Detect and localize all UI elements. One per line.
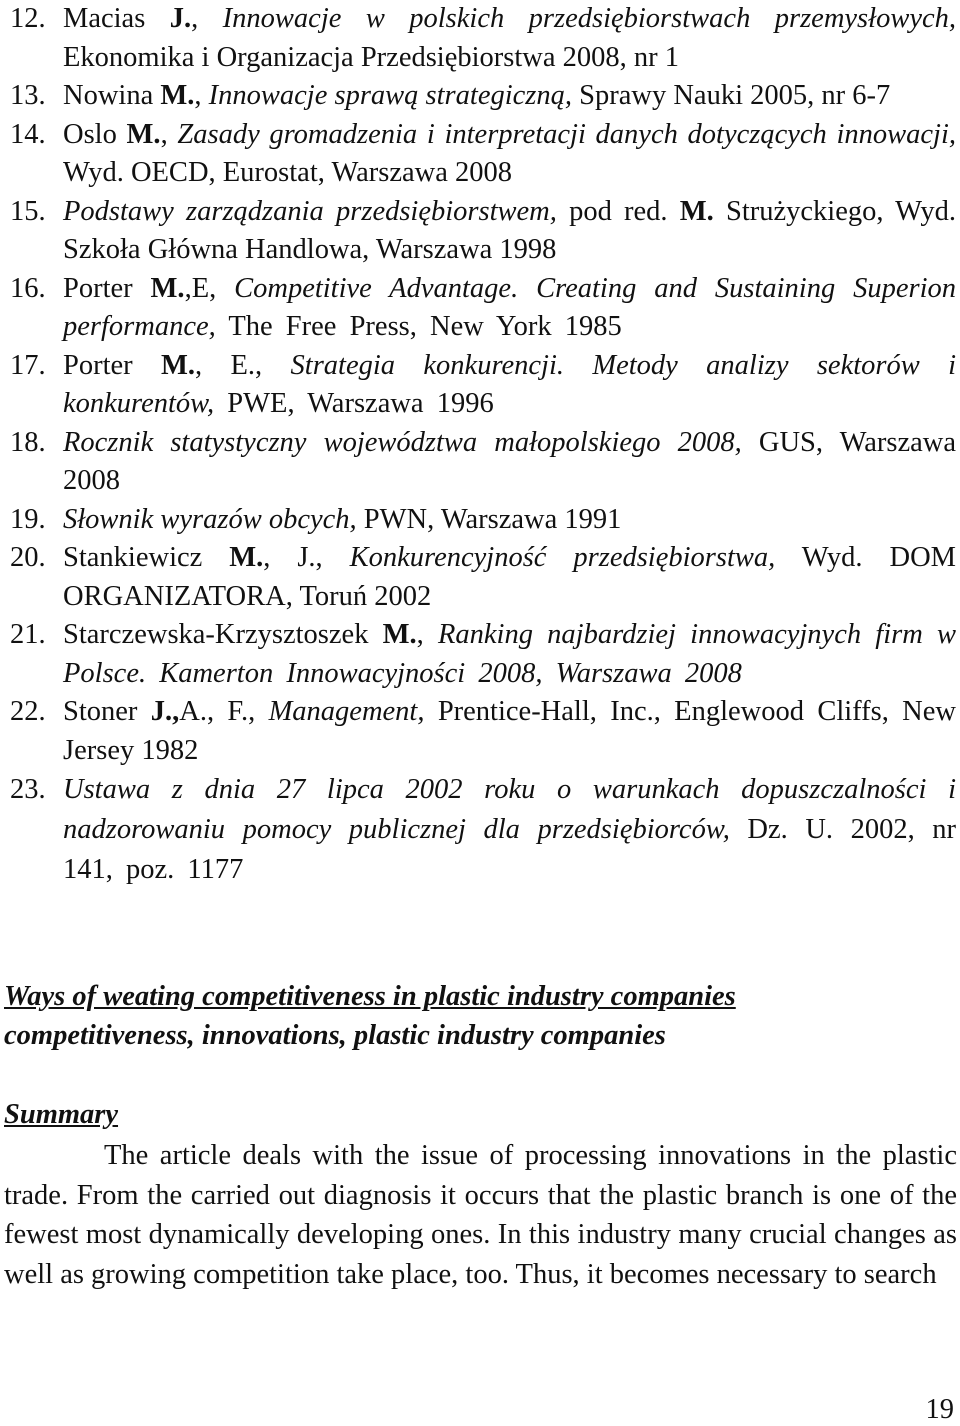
reference-author: Porter <box>63 272 151 304</box>
reference-title: Podstawy zarządzania przedsiębiorstwem, <box>63 195 557 227</box>
reference-title: Rocznik statystyczny województwa małopolskiego 2008, <box>63 426 742 458</box>
reference-item <box>10 501 956 540</box>
reference-item <box>10 693 956 770</box>
reference-author: Oslo <box>63 118 127 150</box>
reference-publication: Sprawy Nauki 2005, nr 6-7 <box>572 80 891 111</box>
reference-number: 20. <box>10 542 46 573</box>
reference-publication: Wyd. DOM ORGANIZATORA, Toruń 2002 <box>63 542 956 612</box>
reference-author-initial: M. <box>161 349 196 381</box>
reference-title: Ranking najbardziej innowacyjnych firm w Polsce. Kamerton Innowacyjności 2008, Warszawa 2008 <box>63 619 956 689</box>
reference-author: Macias <box>63 3 170 34</box>
reference-item <box>10 77 956 116</box>
reference-item <box>10 616 956 693</box>
reference-author-initial: J. <box>169 3 192 34</box>
reference-item <box>10 270 956 347</box>
keywords: competitiveness, innovations, plastic industry companies <box>4 1020 666 1051</box>
reference-item <box>10 770 956 890</box>
reference-author: Starczewska-Krzysztoszek <box>63 619 383 650</box>
reference-separator: ,E, <box>184 272 235 304</box>
english-title: Ways of weating competitiveness in plastic industry companies <box>4 981 736 1012</box>
page-number: 19 <box>925 1394 954 1425</box>
reference-item <box>10 539 956 616</box>
reference-publication: Ekonomika i Organizacja Przedsiębiorstwa 2008, nr 1 <box>63 41 680 73</box>
reference-number: 15. <box>10 195 46 227</box>
reference-number: 16. <box>10 272 46 304</box>
reference-item <box>10 116 956 193</box>
reference-publication: Dz. U. 2002, nr 141, poz. 1177 <box>63 814 956 885</box>
reference-list <box>10 0 956 890</box>
reference-number: 12. <box>10 3 46 34</box>
reference-title: Innowacje sprawą strategiczną, <box>208 80 573 111</box>
reference-number: 18. <box>10 426 46 458</box>
reference-author: Stankiewicz <box>63 542 230 573</box>
reference-publication: The Free Press, New York 1985 <box>215 311 622 342</box>
reference-author-initial: J., <box>150 696 180 727</box>
reference-author-initial: M. <box>382 619 417 650</box>
reference-separator: , J., <box>263 542 350 573</box>
reference-editor-prefix: pod red. <box>556 195 680 227</box>
reference-author-initial: M. <box>150 272 185 304</box>
reference-author-initial: M. <box>126 118 161 150</box>
reference-author-initial: M. <box>160 80 195 111</box>
reference-title: Innowacje w polskich przedsiębiorstwach przemysłowych, <box>222 3 956 34</box>
reference-title: Konkurencyjność przedsiębiorstwa, <box>349 542 776 573</box>
reference-publication: PWN, Warszawa 1991 <box>356 503 622 535</box>
reference-item <box>10 193 956 270</box>
reference-number: 17. <box>10 349 46 381</box>
summary-text: The article deals with the issue of processing innovations in the plastic trade. From the carried out diagnosis it occurs that the plastic branch is one of the fewest most dynamically developing ones. In this industry many crucial changes as well as growing competition take place, too. Thus, it becomes necessary to search <box>4 1140 957 1290</box>
reference-editor-initial: M. <box>679 195 714 227</box>
reference-separator: , <box>194 80 209 111</box>
reference-author-initial: M. <box>229 542 264 573</box>
reference-publication: Wyd. OECD, Eurostat, Warszawa 2008 <box>63 157 512 188</box>
reference-number: 14. <box>10 118 46 150</box>
reference-author: Stoner <box>63 696 151 727</box>
reference-separator: , <box>416 619 438 650</box>
reference-title: Competitive Advantage. Creating and Sustaining Superion performance, <box>63 272 956 342</box>
reference-title: Strategia konkurencji. Metody analizy sektorów i konkurentów, <box>63 349 957 419</box>
reference-separator: , E., <box>195 349 291 381</box>
reference-title: Management, <box>268 696 425 727</box>
reference-number: 22. <box>10 696 46 727</box>
reference-number: 19. <box>10 503 46 535</box>
reference-publication: Prentice-Hall, Inc., Englewood Cliffs, New Jersey 1982 <box>63 696 956 766</box>
reference-title: Słownik wyrazów obcych, <box>63 503 357 535</box>
reference-number: 13. <box>10 80 46 111</box>
reference-author: Nowina <box>63 80 161 111</box>
summary-heading: Summary <box>4 1099 119 1130</box>
reference-title: Zasady gromadzenia i interpretacji danych dotyczących innowacji, <box>177 118 957 150</box>
reference-item <box>10 347 956 424</box>
reference-item <box>10 424 956 501</box>
reference-number: 23. <box>10 774 46 805</box>
reference-title: Ustawa z dnia 27 lipca 2002 roku o warunkach dopuszczalności i nadzorowaniu pomocy publicznej dla przedsiębiorców, <box>63 774 956 845</box>
reference-separator: , <box>160 118 178 150</box>
reference-publication: GUS, Warszawa 2008 <box>63 426 956 496</box>
reference-separator: , <box>191 3 223 34</box>
reference-item <box>10 0 956 77</box>
reference-separator: A., F., <box>179 696 269 727</box>
reference-publication: PWE, Warszawa 1996 <box>214 388 494 419</box>
reference-author: Porter <box>63 349 162 381</box>
reference-publication: Strużyckiego, Wyd. Szkoła Główna Handlowa, Warszawa 1998 <box>63 195 956 265</box>
reference-number: 21. <box>10 619 46 650</box>
